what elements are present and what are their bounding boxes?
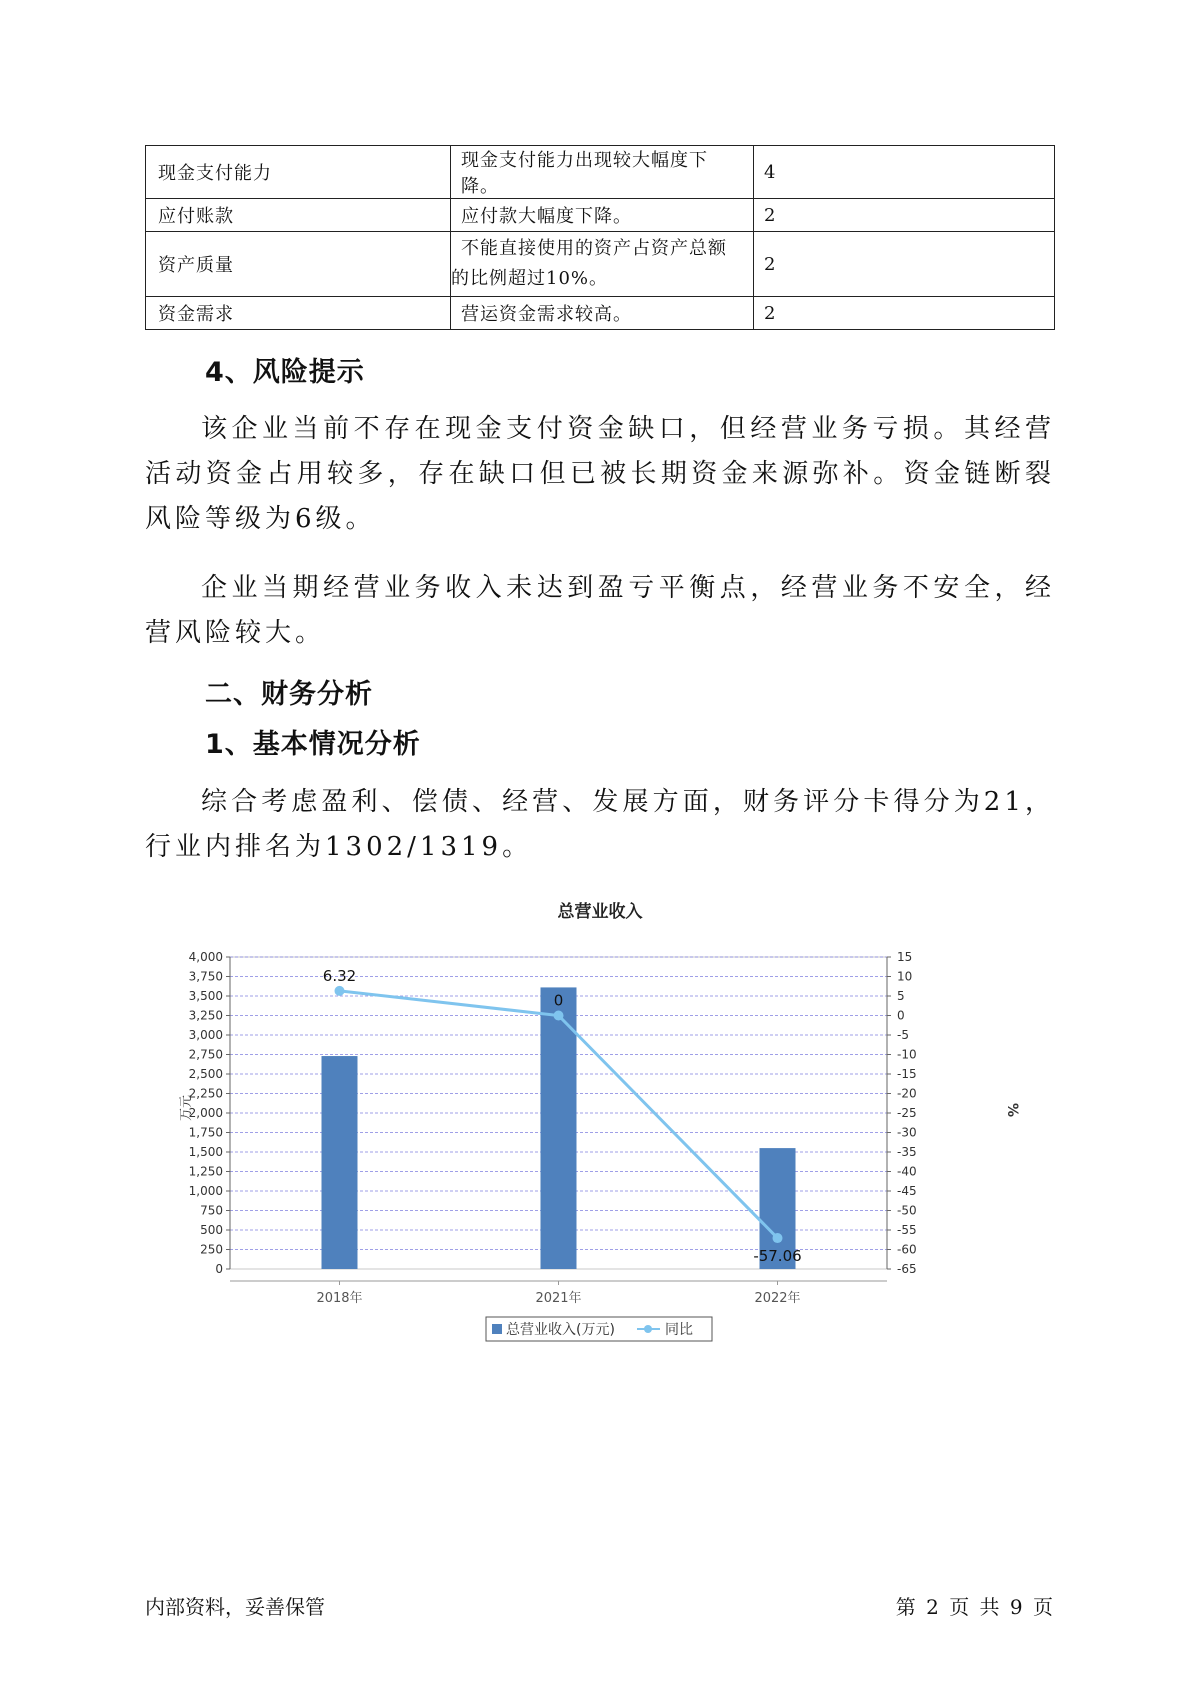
revenue-bar xyxy=(322,1056,358,1269)
yoy-point xyxy=(335,986,345,996)
y2-tick-label: -45 xyxy=(897,1184,917,1198)
chart-legend xyxy=(486,1317,712,1341)
legend-line-label: 同比 xyxy=(665,1322,693,1338)
yoy-point xyxy=(554,1011,564,1021)
y-tick-label: 3,750 xyxy=(188,969,223,984)
y2-tick-label: 5 xyxy=(897,989,905,1003)
y2-tick-label: -10 xyxy=(897,1047,917,1062)
y-tick-label: 250 xyxy=(200,1242,223,1257)
footer-page-number: 第 2 页 共 9 页 xyxy=(895,1595,1055,1619)
y-tick-label: 1,250 xyxy=(188,1164,223,1179)
table-cell-factor: 现金支付能力 xyxy=(146,146,451,199)
table-row xyxy=(146,232,1055,297)
table-cell-factor: 资金需求 xyxy=(146,297,451,330)
legend-line-marker xyxy=(644,1325,652,1333)
y2-tick-label: 0 xyxy=(897,1008,905,1023)
y2-tick-label: -20 xyxy=(897,1086,917,1101)
footer-confidential-note: 内部资料，妥善保管 xyxy=(145,1595,325,1619)
y-tick-label: 750 xyxy=(200,1203,223,1218)
table-row xyxy=(146,297,1055,330)
y-tick-label: 4,000 xyxy=(188,950,223,964)
y-tick-label: 2,750 xyxy=(188,1047,223,1062)
y2-tick-label: -35 xyxy=(897,1145,917,1159)
y2-tick-label: -15 xyxy=(897,1067,917,1081)
table-cell-factor: 资产质量 xyxy=(146,232,451,297)
revenue-chart xyxy=(170,893,1050,1367)
table-cell-desc-line2: 的比例超过10%。 xyxy=(451,268,609,289)
risk-heading: 4、风险提示 xyxy=(205,357,365,388)
table-cell-factor: 应付账款 xyxy=(146,199,451,232)
y-tick-label: 0 xyxy=(215,1262,223,1276)
y-tick-label: 1,000 xyxy=(188,1184,223,1198)
y2-tick-label: -25 xyxy=(897,1106,917,1120)
y-tick-label: 3,500 xyxy=(188,989,223,1003)
x-tick-label: 2018年 xyxy=(316,1291,363,1306)
chart-title: 总营业收入 xyxy=(557,902,643,922)
y-tick-label: 1,750 xyxy=(188,1125,223,1140)
y-tick-label: 3,000 xyxy=(188,1028,223,1042)
yoy-data-label: -57.06 xyxy=(753,1247,802,1266)
table-cell-score: 2 xyxy=(754,232,1055,297)
risk-paragraph-2: 企业当期经营业务收入未达到盈亏平衡点，经营业务不安全，经营风险较大。 xyxy=(145,573,1055,648)
table-cell-score: 2 xyxy=(754,199,1055,232)
table-cell-score: 4 xyxy=(754,146,1055,199)
legend-bar-swatch xyxy=(492,1324,502,1334)
x-tick-label: 2022年 xyxy=(754,1291,801,1306)
y-tick-label: 2,500 xyxy=(188,1067,223,1081)
risk-paragraph-1: 该企业当前不存在现金支付资金缺口，但经营业务亏损。其经营活动资金占用较多，存在缺口但已被长期资金来源弥补。资金链断裂风险等级为6级。 xyxy=(145,414,1055,534)
table-cell-score: 2 xyxy=(754,297,1055,330)
legend-bar-label: 总营业收入(万元) xyxy=(506,1322,615,1338)
y-tick-label: 3,250 xyxy=(188,1008,223,1023)
yoy-data-label: 0 xyxy=(553,991,564,1010)
table-row xyxy=(146,199,1055,232)
table-cell-desc: 现金支付能力出现较大幅度下降。 xyxy=(451,146,754,199)
y2-tick-label: -50 xyxy=(897,1203,917,1218)
x-tick-label: 2021年 xyxy=(535,1291,582,1306)
y2-tick-label: 15 xyxy=(897,950,913,964)
table-row xyxy=(146,146,1055,199)
y-tick-label: 500 xyxy=(200,1223,223,1237)
y2-tick-label: -60 xyxy=(897,1242,917,1257)
y-tick-label: 2,000 xyxy=(188,1106,223,1120)
y-tick-label: 1,500 xyxy=(188,1145,223,1159)
basic-analysis-heading: 1、基本情况分析 xyxy=(205,729,421,760)
table-cell-desc: 营运资金需求较高。 xyxy=(451,297,754,330)
basic-analysis-paragraph: 综合考虑盈利、偿债、经营、发展方面，财务评分卡得分为21，行业内排名为1302/1319。 xyxy=(145,787,1055,862)
y2-tick-label: -55 xyxy=(897,1223,917,1237)
y-axis-label: 万元 xyxy=(179,1094,194,1122)
y2-axis-label: % xyxy=(1004,1102,1020,1118)
y-tick-label: 2,250 xyxy=(188,1086,223,1101)
y2-tick-label: -65 xyxy=(897,1262,917,1276)
y2-tick-label: 10 xyxy=(897,969,913,984)
y2-tick-label: -40 xyxy=(897,1164,917,1179)
finance-heading: 二、财务分析 xyxy=(205,679,373,710)
yoy-data-label: 6.32 xyxy=(322,966,357,985)
table-cell-desc: 应付款大幅度下降。 xyxy=(451,199,754,232)
revenue-chart-svg xyxy=(170,893,1050,1363)
table-cell-desc xyxy=(451,232,754,297)
y2-tick-label: -30 xyxy=(897,1125,917,1140)
risk-factor-table xyxy=(145,145,1055,330)
table-cell-desc-line1: 不能直接使用的资产占资产总额 xyxy=(461,238,727,259)
y2-tick-label: -5 xyxy=(897,1028,909,1042)
yoy-point xyxy=(773,1233,783,1243)
